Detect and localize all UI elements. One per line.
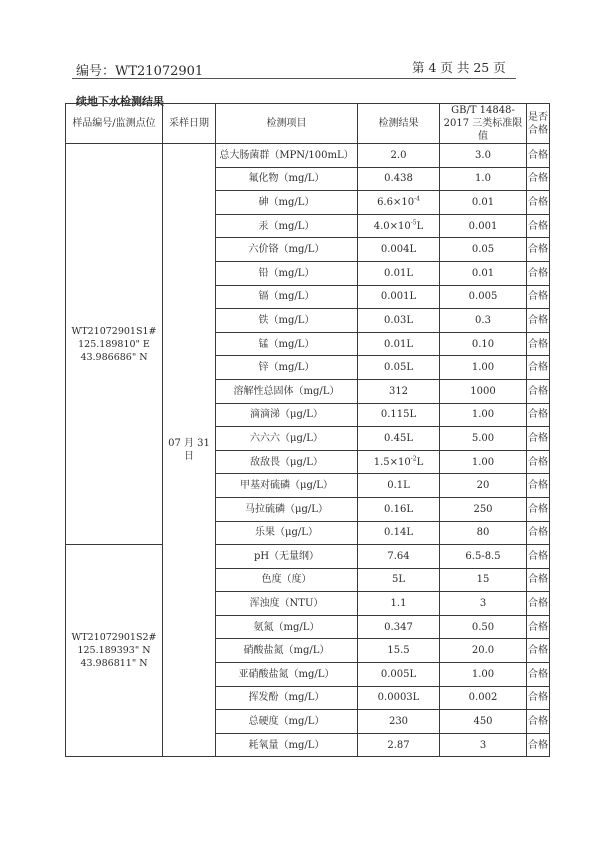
sample-location-line: 43.986811" N xyxy=(80,658,148,670)
result-value: 0.0003L xyxy=(377,692,420,704)
result-value: 1.5×10 xyxy=(373,456,411,468)
pass-status-cell: 合格 xyxy=(527,474,550,498)
test-item-cell: 总大肠菌群（MPN/100mL） xyxy=(216,144,358,168)
page-indicator: 第 4 页 共 25 页 xyxy=(412,60,506,75)
test-result-cell xyxy=(358,639,440,663)
column-header-item: 检测项目 xyxy=(216,104,358,144)
standard-limit-cell: 3.0 xyxy=(440,144,527,168)
result-value: 1.1 xyxy=(390,598,407,610)
test-result-cell xyxy=(358,450,440,474)
pass-status-cell: 合格 xyxy=(527,686,550,710)
table-body xyxy=(66,144,550,757)
pass-status-cell: 合格 xyxy=(527,710,550,734)
result-exponent: -2 xyxy=(410,455,417,463)
test-result-cell xyxy=(358,261,440,285)
test-item-cell: 挥发酚（mg/L） xyxy=(216,686,358,710)
standard-limit-cell: 450 xyxy=(440,710,527,734)
result-value: 0.05L xyxy=(384,362,413,374)
pass-status-cell: 合格 xyxy=(527,427,550,451)
standard-limit-cell: 250 xyxy=(440,497,527,521)
header-rule xyxy=(72,78,516,79)
table-row xyxy=(66,144,550,168)
standard-limit-cell: 3 xyxy=(440,592,527,616)
sample-location-line: WT21072901S2# xyxy=(71,632,157,644)
test-result-cell xyxy=(358,686,440,710)
sample-location-line: 125.189393" N xyxy=(77,645,151,657)
pass-status-cell: 合格 xyxy=(527,309,550,333)
result-value: 0.03L xyxy=(384,314,413,326)
standard-limit-cell: 1.00 xyxy=(440,403,527,427)
result-value: 0.005L xyxy=(380,668,417,680)
sample-location-cell xyxy=(66,144,163,545)
test-result-cell xyxy=(358,379,440,403)
pass-status-cell: 合格 xyxy=(527,733,550,757)
test-item-cell: 铅（mg/L） xyxy=(216,261,358,285)
test-item-cell: 氟化物（mg/L） xyxy=(216,167,358,191)
result-value: 0.01L xyxy=(384,267,413,279)
standard-limit-cell: 1.00 xyxy=(440,356,527,380)
test-result-cell xyxy=(358,403,440,427)
result-value: 7.64 xyxy=(387,550,410,562)
pass-status-cell: 合格 xyxy=(527,403,550,427)
standard-limit-cell: 1.0 xyxy=(440,167,527,191)
test-item-cell: 硝酸盐氮（mg/L） xyxy=(216,639,358,663)
groundwater-results-table xyxy=(65,103,550,757)
standard-limit-cell: 0.05 xyxy=(440,238,527,262)
pass-status-cell: 合格 xyxy=(527,144,550,168)
test-item-cell: 马拉硫磷（μg/L） xyxy=(216,497,358,521)
test-result-cell xyxy=(358,733,440,757)
test-result-cell xyxy=(358,497,440,521)
pass-status-cell: 合格 xyxy=(527,356,550,380)
test-item-cell: pH（无量纲） xyxy=(216,545,358,569)
test-result-cell xyxy=(358,521,440,545)
standard-limit-cell: 6.5-8.5 xyxy=(440,545,527,569)
test-item-cell: 汞（mg/L） xyxy=(216,214,358,238)
pass-status-cell: 合格 xyxy=(527,191,550,215)
pass-status-cell: 合格 xyxy=(527,261,550,285)
test-result-cell xyxy=(358,214,440,238)
standard-limit-cell: 0.3 xyxy=(440,309,527,333)
result-suffix: L xyxy=(416,220,424,232)
standard-limit-cell: 0.01 xyxy=(440,191,527,215)
result-value: 0.438 xyxy=(384,173,413,185)
test-result-cell xyxy=(358,167,440,191)
sample-location-cell xyxy=(66,545,163,757)
standard-limit-cell: 0.10 xyxy=(440,332,527,356)
standard-limit-cell: 1.00 xyxy=(440,663,527,687)
pass-status-cell: 合格 xyxy=(527,592,550,616)
pass-status-cell: 合格 xyxy=(527,214,550,238)
standard-limit-cell: 3 xyxy=(440,733,527,757)
pass-status-cell: 合格 xyxy=(527,615,550,639)
result-value: 0.347 xyxy=(384,621,413,633)
pass-status-cell: 合格 xyxy=(527,285,550,309)
result-value: 2.0 xyxy=(390,149,407,161)
section-title: 续地下水检测结果 xyxy=(76,95,164,108)
standard-limit-cell: 1.00 xyxy=(440,450,527,474)
result-value: 0.14L xyxy=(384,527,413,539)
test-item-cell: 乐果（μg/L） xyxy=(216,521,358,545)
column-header-limit: GB/T 14848-2017 三类标准限值 xyxy=(440,104,527,144)
test-result-cell xyxy=(358,474,440,498)
standard-limit-cell: 5.00 xyxy=(440,427,527,451)
test-result-cell xyxy=(358,285,440,309)
standard-limit-cell: 0.001 xyxy=(440,214,527,238)
column-header-result: 检测结果 xyxy=(358,104,440,144)
test-item-cell: 色度（度） xyxy=(216,568,358,592)
test-item-cell: 滴滴涕（μg/L） xyxy=(216,403,358,427)
test-result-cell xyxy=(358,238,440,262)
standard-limit-cell: 0.50 xyxy=(440,615,527,639)
result-value: 0.01L xyxy=(384,338,413,350)
test-item-cell: 铁（mg/L） xyxy=(216,309,358,333)
result-value: 0.1L xyxy=(387,480,410,492)
result-value: 0.001L xyxy=(380,291,417,303)
test-item-cell: 溶解性总固体（mg/L） xyxy=(216,379,358,403)
test-result-cell xyxy=(358,427,440,451)
table-row xyxy=(66,545,550,569)
standard-limit-cell: 0.01 xyxy=(440,261,527,285)
test-result-cell xyxy=(358,663,440,687)
standard-limit-cell: 20 xyxy=(440,474,527,498)
standard-limit-cell: 15 xyxy=(440,568,527,592)
result-value: 4.0×10 xyxy=(373,220,411,232)
test-result-cell xyxy=(358,144,440,168)
test-result-cell xyxy=(358,332,440,356)
pass-status-cell: 合格 xyxy=(527,497,550,521)
test-result-cell xyxy=(358,309,440,333)
result-value: 15.5 xyxy=(387,645,410,657)
test-item-cell: 锌（mg/L） xyxy=(216,356,358,380)
standard-limit-cell: 1000 xyxy=(440,379,527,403)
result-value: 0.16L xyxy=(384,503,413,515)
test-result-cell xyxy=(358,710,440,734)
table-header-row xyxy=(66,104,550,144)
standard-limit-cell: 0.002 xyxy=(440,686,527,710)
pass-status-cell: 合格 xyxy=(527,568,550,592)
test-result-cell xyxy=(358,356,440,380)
test-item-cell: 镉（mg/L） xyxy=(216,285,358,309)
result-value: 0.45L xyxy=(384,432,413,444)
test-item-cell: 浑浊度（NTU） xyxy=(216,592,358,616)
test-result-cell xyxy=(358,568,440,592)
standard-limit-cell: 20.0 xyxy=(440,639,527,663)
test-item-cell: 砷（mg/L） xyxy=(216,191,358,215)
test-item-cell: 氨氮（mg/L） xyxy=(216,615,358,639)
result-exponent: -5 xyxy=(410,219,417,227)
test-item-cell: 总硬度（mg/L） xyxy=(216,710,358,734)
test-item-cell: 六六六（μg/L） xyxy=(216,427,358,451)
test-item-cell: 敌敌畏（μg/L） xyxy=(216,450,358,474)
test-result-cell xyxy=(358,592,440,616)
column-header-pass: 是否合格 xyxy=(527,104,550,144)
sample-location-line: 43.986686" N xyxy=(80,351,148,363)
result-value: 5L xyxy=(391,574,405,586)
test-item-cell: 锰（mg/L） xyxy=(216,332,358,356)
pass-status-cell: 合格 xyxy=(527,379,550,403)
result-value: 230 xyxy=(388,716,409,728)
sample-location-line: 125.189810" E xyxy=(78,338,150,350)
test-item-cell: 亚硝酸盐氮（mg/L） xyxy=(216,663,358,687)
column-header-date: 采样日期 xyxy=(163,104,216,144)
result-value: 312 xyxy=(388,385,409,397)
pass-status-cell: 合格 xyxy=(527,450,550,474)
standard-limit-cell: 0.005 xyxy=(440,285,527,309)
result-exponent: -4 xyxy=(414,195,420,203)
pass-status-cell: 合格 xyxy=(527,663,550,687)
pass-status-cell: 合格 xyxy=(527,639,550,663)
pass-status-cell: 合格 xyxy=(527,521,550,545)
result-value: 0.004L xyxy=(380,244,417,256)
test-item-cell: 甲基对硫磷（μg/L） xyxy=(216,474,358,498)
column-header-sample: 样品编号/监测点位 xyxy=(66,104,163,144)
test-result-cell xyxy=(358,191,440,215)
test-result-cell xyxy=(358,615,440,639)
pass-status-cell: 合格 xyxy=(527,238,550,262)
result-value: 6.6×10 xyxy=(377,196,415,208)
test-item-cell: 六价铬（mg/L） xyxy=(216,238,358,262)
result-value: 2.87 xyxy=(387,739,410,751)
result-value: 0.115L xyxy=(380,409,417,421)
test-item-cell: 耗氧量（mg/L） xyxy=(216,733,358,757)
sample-location-line: WT21072901S1# xyxy=(71,325,157,337)
pass-status-cell: 合格 xyxy=(527,332,550,356)
document-number: 编号：WT21072901 xyxy=(76,64,204,79)
test-result-cell xyxy=(358,545,440,569)
result-suffix: L xyxy=(416,456,424,468)
sampling-date-cell: 07 月 31 日 xyxy=(163,144,216,757)
pass-status-cell: 合格 xyxy=(527,545,550,569)
pass-status-cell: 合格 xyxy=(527,167,550,191)
standard-limit-cell: 80 xyxy=(440,521,527,545)
